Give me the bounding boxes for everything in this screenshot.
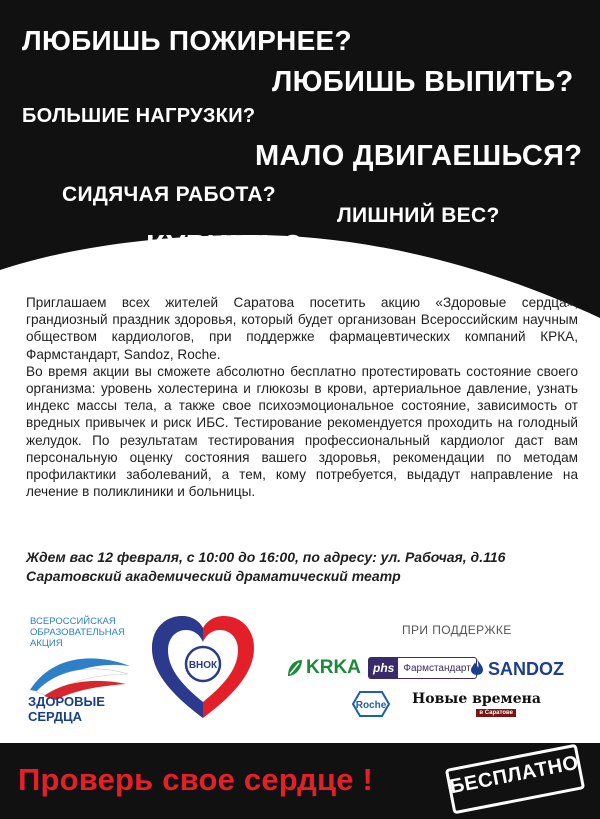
sandoz-wordmark: SANDOZ xyxy=(488,658,564,679)
vnok-heart-logo xyxy=(148,612,258,724)
krka-logo xyxy=(286,657,361,679)
pharmstandard-logo xyxy=(368,657,477,679)
krka-leaf-icon xyxy=(286,658,304,678)
body-paragraph-2: Во время акции вы сможете абсолютно бесплатно протестировать состояние своего организма: уровень холестерина и глюкозы в крови, артериальное давление, узнать индекс массы тела, а также свое психоэмоциональное состояние, зависимость от вредных привычек и риск ИБС. Тестирование рекомендуется проходить на голодный желудок. По результатам тестирования профессиональный кардиолог даст вам персональную оценку состояния вашего здоровья, рекомендации по методам профилактики заболеваний, а тем, кому потребуется, выдадут направление на лечение в поликлиники и больницы. xyxy=(26,363,578,500)
krka-wordmark: KRKA xyxy=(306,657,361,678)
sandoz-flame-icon xyxy=(470,658,484,680)
free-stamp-text: БЕСПЛАТНО xyxy=(447,751,581,799)
invitation xyxy=(26,548,586,586)
headline-question-4: МАЛО ДВИГАЕШЬСЯ? xyxy=(255,140,583,172)
body-paragraph-1: Приглашаем всех жителей Саратова посетить акцию «Здоровые сердца», грандиозный праздник здоровья, который будет организован Всероссийским научным обществом кардиологов, при поддержке фармацевтических компаний КРКА, Фармстандарт, Sandoz, Roche. xyxy=(26,295,578,362)
roche-wordmark: Roche xyxy=(355,700,387,711)
healthy-hearts-wordmark xyxy=(28,694,105,724)
novye-vremena-wordmark: Новые времена xyxy=(412,691,541,707)
organizer-label: ВСЕРОССИЙСКАЯ ОБРАЗОВАТЕЛЬНАЯ АКЦИЯ xyxy=(30,616,125,649)
novye-vremena-sub: в Саратове xyxy=(476,709,516,717)
vnok-badge-text: ВНОК xyxy=(188,660,218,671)
novye-vremena-logo xyxy=(412,691,541,717)
pharmstandard-mark: phs xyxy=(369,658,398,678)
headline-question-7: КУРИШЬ? xyxy=(146,228,303,263)
sandoz-logo xyxy=(470,658,564,680)
roche-logo xyxy=(347,690,395,718)
logo-line-1: ЗДОРОВЫЕ xyxy=(28,694,105,709)
roche-hexagon-icon xyxy=(347,690,395,718)
invitation-venue: Саратовский академический драматический театр xyxy=(26,568,401,584)
body-text xyxy=(26,294,578,500)
footer-slogan: Проверь свое сердце ! xyxy=(18,762,374,797)
headline-question-2: ЛЮБИШЬ ВЫПИТЬ? xyxy=(272,66,574,98)
pharmstandard-wordmark: Фармстандарт xyxy=(403,662,471,674)
invitation-date-address: Ждем вас 12 февраля, с 10:00 до 16:00, по адресу: ул. Рабочая, д.116 xyxy=(26,549,506,565)
sponsors-label: ПРИ ПОДДЕРЖКЕ xyxy=(402,623,512,637)
headline-question-3: БОЛЬШИЕ НАГРУЗКИ? xyxy=(22,105,256,127)
headline-question-6: ЛИШНИЙ ВЕС? xyxy=(337,204,500,227)
logo-line-2: СЕРДЦА xyxy=(28,709,83,724)
headline-question-1: ЛЮБИШЬ ПОЖИРНЕЕ? xyxy=(22,25,352,56)
heart-icon xyxy=(148,612,258,724)
headline-question-5: СИДЯЧАЯ РАБОТА? xyxy=(62,183,276,206)
